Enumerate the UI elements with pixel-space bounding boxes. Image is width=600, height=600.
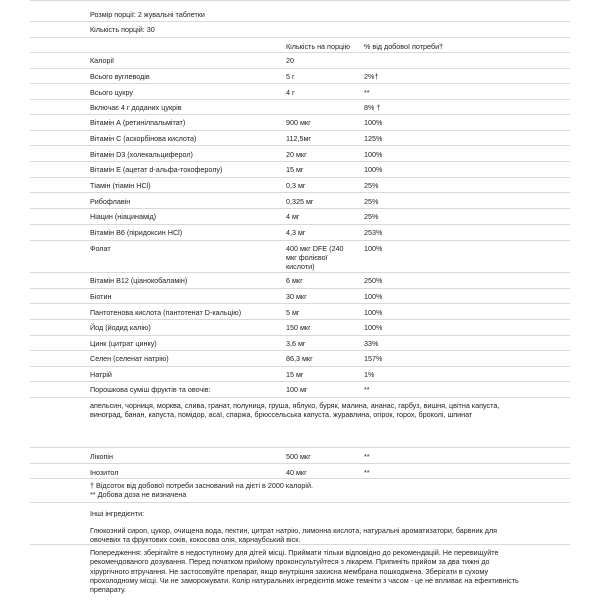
divider [30, 350, 570, 351]
divider [30, 447, 570, 448]
nutrient-daily-value: 100% [364, 292, 383, 301]
divider [30, 288, 570, 289]
nutrient-daily-value: 100% [364, 308, 383, 317]
nutrient-daily-value: 125% [364, 134, 383, 143]
footnote-not-established: ** Добова доза не визначена [90, 490, 187, 499]
divider [30, 99, 570, 100]
nutrient-amount: 5 мг [286, 308, 300, 317]
nutrient-amount: 6 мкг [286, 276, 303, 285]
amount-header: Кількість на порцію [286, 42, 351, 51]
divider [30, 208, 570, 209]
divider [30, 192, 570, 193]
divider [30, 68, 570, 69]
nutrient-daily-value: 2%† [364, 72, 379, 81]
divider [30, 0, 570, 1]
nutrient-daily-value: ** [364, 452, 370, 461]
nutrient-daily-value: 100% [364, 244, 383, 253]
nutrient-amount: 5 г [286, 72, 295, 81]
nutrient-daily-value: 25% [364, 197, 379, 206]
divider [30, 463, 570, 464]
divider [30, 161, 570, 162]
divider [30, 21, 570, 22]
nutrient-name: Всього цукру [90, 88, 133, 97]
nutrient-daily-value: 1% [364, 370, 375, 379]
divider [30, 83, 570, 84]
servings-count: Кількість порцій: 30 [90, 25, 155, 34]
divider [30, 177, 570, 178]
nutrient-name: Натрій [90, 370, 112, 379]
nutrient-name: Йод (йодид калію) [90, 323, 151, 332]
divider [30, 381, 570, 382]
nutrient-amount: 86,3 мкг [286, 354, 313, 363]
divider [30, 272, 570, 273]
nutrient-name: Вітамін В12 (ціанокобаламін) [90, 276, 188, 285]
nutrient-amount: 0,325 мг [286, 197, 314, 206]
divider [30, 240, 570, 241]
nutrient-amount: 900 мкг [286, 118, 311, 127]
divider [30, 303, 570, 304]
nutrient-name: Пантотенова кислота (пантотенат D-кальцію) [90, 308, 242, 317]
nutrient-name: Всього вуглеводів [90, 72, 150, 81]
divider [30, 366, 570, 367]
nutrient-daily-value: 250% [364, 276, 383, 285]
nutrient-daily-value: 157% [364, 354, 383, 363]
other-ingredients-heading: Інші інгредієнти: [90, 509, 145, 518]
nutrient-amount: 20 [286, 56, 294, 65]
dv-header: % від добової потреби† [364, 42, 444, 51]
nutrient-amount: 40 мкг [286, 468, 307, 477]
divider [30, 319, 570, 320]
nutrient-name: Фолат [90, 244, 111, 253]
divider [30, 224, 570, 225]
divider [30, 335, 570, 336]
nutrient-amount: 4,3 мг [286, 228, 306, 237]
divider [30, 397, 570, 398]
nutrient-daily-value: 100% [364, 150, 383, 159]
divider [30, 478, 570, 479]
nutrient-name: Тіамін (тіамін HCl) [90, 181, 151, 190]
nutrient-name: Вітамін В6 (піридоксин HCl) [90, 228, 183, 237]
nutrient-amount: 0,3 мг [286, 181, 306, 190]
nutrient-amount: 400 мкг DFE (240 мкг фолієвої кислоти) [286, 244, 344, 271]
nutrient-amount: 150 мкг [286, 323, 311, 332]
divider [30, 145, 570, 146]
nutrient-daily-value: ** [364, 88, 370, 97]
nutrient-amount: 500 мкг [286, 452, 311, 461]
divider [30, 130, 570, 131]
nutrient-name: Ніацин (ніацинамід) [90, 212, 157, 221]
nutrient-daily-value: 100% [364, 323, 383, 332]
nutrient-name: Біотин [90, 292, 112, 301]
nutrient-daily-value: 100% [364, 165, 383, 174]
nutrient-amount: 30 мкг [286, 292, 307, 301]
divider [30, 502, 570, 503]
divider [30, 544, 570, 545]
nutrient-name: Інозитол [90, 468, 119, 477]
nutrient-amount: 15 мг [286, 370, 304, 379]
nutrient-name: Рибофлавін [90, 197, 131, 206]
nutrient-daily-value: 33% [364, 339, 379, 348]
nutrient-daily-value: 253% [364, 228, 383, 237]
divider [30, 37, 570, 38]
divider [30, 114, 570, 115]
warning-text: Попередження: зберігайте в недоступному для дітей місці. Приймати тільки відповідно до рекомендацій. Не перевищуйте рекомендованого дозування. Перед початком прийому проконсультуйтеся з лікарем. Припиніть прийом за два тижні до хірургічного втручання. Не застосовуйте препарат, якщо внутрішня захисна мембрана пошкоджена. Зберігати в сухому прохолодному місці. Чи не заморожувати. Колір натуральних інгредієнтів може темніти з часом - це не впливає на ефективність препарату. [90, 548, 519, 595]
nutrient-daily-value: 25% [364, 181, 379, 190]
nutrient-daily-value: 100% [364, 118, 383, 127]
nutrient-name: Калорії [90, 56, 115, 65]
footnote-dv: † Відсоток від добової потреби заснований на дієті в 2000 калорій. [90, 481, 314, 490]
nutrient-amount: 4 мг [286, 212, 300, 221]
nutrient-amount: 15 мг [286, 165, 304, 174]
nutrient-amount: 4 г [286, 88, 295, 97]
divider [30, 52, 570, 53]
nutrient-name: Вітамін А (ретинілпальмітат) [90, 118, 186, 127]
nutrient-name: Цинк (цитрат цинку) [90, 339, 157, 348]
nutrient-amount: 20 мкг [286, 150, 307, 159]
nutrient-daily-value: 8% † [364, 103, 381, 112]
other-ingredients-text: Глюкозний сироп, цукор, очищена вода, пектин, цитрат натрію, лимонна кислота, натуральні ароматизатори, барвник для овочевих та фруктових соків, кокосова олія, карнаубський віск. [90, 526, 498, 545]
nutrient-name: Вітамін С (аскорбінова кислота) [90, 134, 197, 143]
nutrient-name: Вітамін D3 (холекальциферол) [90, 150, 193, 159]
blend-ingredients-list: апельсин, чорниця, морква, слива, гранат, полуниця, груша, яблуко, буряк, малина, ананас, гарбуз, вишня, цвітна капуста, виноград, банан, капуста, помідор, асаї, спаржа, брюссельська капуста, журавлина, огірок, горох, броколі, шпинат [90, 401, 500, 420]
nutrient-name: Включає 4 г доданих цукрів [90, 103, 182, 112]
nutrient-amount: 100 мг [286, 385, 308, 394]
nutrient-name: Селен (селенат натрію) [90, 354, 169, 363]
nutrient-name: Лікопін [90, 452, 113, 461]
nutrient-daily-value: ** [364, 385, 370, 394]
serving-size: Розмір порції: 2 жувальні таблетки [90, 10, 205, 19]
nutrient-name: Порошкова суміш фруктів та овочів: [90, 385, 211, 394]
nutrient-amount: 112,5мг [286, 134, 312, 143]
nutrient-name: Вітамін Е (ацетат d-альфа-токоферолу) [90, 165, 223, 174]
nutrient-daily-value: ** [364, 468, 370, 477]
nutrient-amount: 3,6 мг [286, 339, 306, 348]
nutrient-daily-value: 25% [364, 212, 379, 221]
